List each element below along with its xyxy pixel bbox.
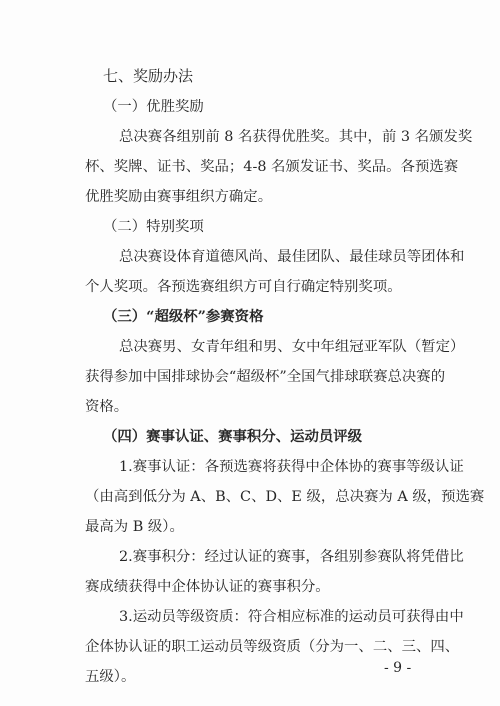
paragraph-line: 总决赛男、女青年组和男、女中年组冠亚军队（暂定） [119,339,465,355]
paragraph-line: 杯、奖牌、证书、奖品；4-8 名颁发证书、奖品。各预选赛 [85,159,459,175]
paragraph-line: 获得参加中国排球协会“超级杯”全国气排球联赛总决赛的 [85,369,446,385]
paragraph-line: 赛成绩获得中企体协认证的赛事积分。 [85,579,330,595]
paragraph-line: （由高到低分为 A、B、C、D、E 级，总决赛为 A 级，预选赛 [85,489,485,505]
paragraph-line: 企体协认证的职工运动员等级资质（分为一、二、三、四、 [85,639,460,655]
paragraph-line: 最高为 B 级）。 [85,519,184,535]
paragraph-line: 总决赛设体育道德风尚、最佳团队、最佳球员等团体和 [119,249,465,265]
subsection-heading-3: （三）“超级杯”参赛资格 [103,308,264,325]
section-title: 七、奖励办法 [103,67,194,85]
subsection-heading-1: （一）优胜奖励 [103,99,204,115]
paragraph-line: 五级）。 [85,669,136,685]
page-number: - 9 - [384,660,412,676]
paragraph-line: 3.运动员等级资质：符合相应标准的运动员可获得由中 [119,609,464,625]
subsection-heading-4: （四）赛事认证、赛事积分、运动员评级 [103,428,363,445]
paragraph-line: 个人奖项。各预选赛组织方可自行确定特别奖项。 [85,279,402,295]
subsection-heading-2: （二）特别奖项 [103,219,204,235]
paragraph-line: 1.赛事认证：各预选赛将获得中企体协的赛事等级认证 [119,459,464,475]
paragraph-line: 总决赛各组别前 8 名获得优胜奖。其中，前 3 名颁发奖 [119,129,473,145]
paragraph-line: 优胜奖励由赛事组织方确定。 [85,189,273,205]
paragraph-line: 2.赛事积分：经过认证的赛事，各组别参赛队将凭借比 [119,549,464,565]
paragraph-line: 资格。 [85,399,129,415]
